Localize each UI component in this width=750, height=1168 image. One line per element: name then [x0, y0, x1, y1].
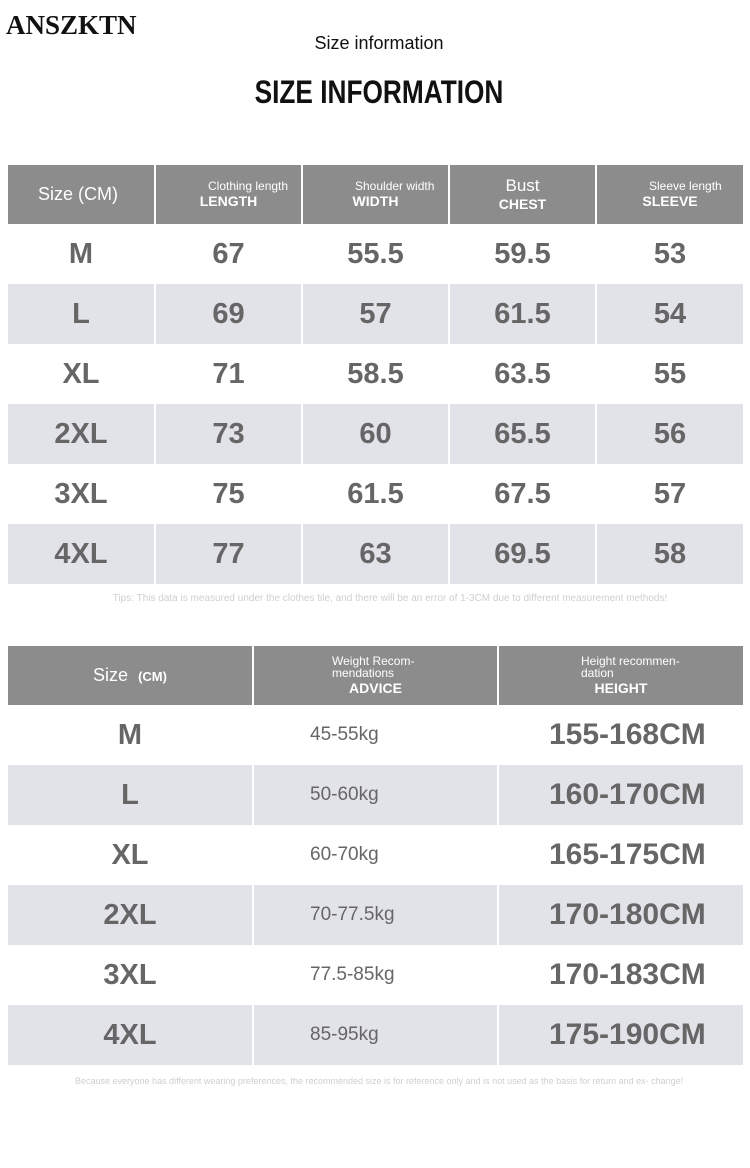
cell-length: 67: [155, 224, 302, 284]
header-sleeve: [596, 165, 743, 224]
header-length-small: Clothing length: [208, 178, 289, 193]
cell-sleeve: 54: [596, 284, 743, 344]
header-weight: [253, 646, 498, 705]
cell-length: 71: [155, 344, 302, 404]
cell-size: 3XL: [8, 464, 155, 524]
page-subtitle: Size information: [314, 33, 444, 53]
cell-sleeve: 53: [653, 237, 687, 270]
recommendation-disclaimer: Because everyone has different wearing preferences, the recommended size is for reference only and is not used as the basis for return and ex- change!: [75, 1076, 684, 1086]
table-row: [8, 1005, 743, 1065]
cell-width: 57: [302, 284, 449, 344]
cell-height: 165-175CM: [549, 838, 706, 871]
table-row: [8, 885, 743, 945]
cell-size: XL: [8, 344, 155, 404]
cell-size: 3XL: [8, 945, 253, 1005]
cell-chest: 69.5: [449, 524, 596, 584]
cell-size: 2XL: [8, 404, 155, 464]
header-sleeve-big: SLEEVE: [642, 192, 698, 209]
table-row: [8, 825, 743, 885]
header-height-big: HEIGHT: [594, 679, 648, 696]
cell-length: 69: [155, 284, 302, 344]
table-row: [8, 224, 743, 284]
cell-sleeve: 58: [596, 524, 743, 584]
brand-logo: ANSZKTN: [6, 10, 137, 40]
cell-sleeve: 57: [653, 477, 687, 510]
table-row: [8, 284, 743, 344]
header-width: [302, 165, 449, 224]
cell-size: L: [8, 284, 155, 344]
header-size: [8, 646, 253, 705]
header-chest: [449, 165, 596, 224]
header-weight-big: ADVICE: [349, 679, 402, 696]
header-chest-big: CHEST: [498, 196, 547, 212]
cell-weight: 60-70kg: [253, 825, 498, 885]
header-length: [155, 165, 302, 224]
table-header-row: [8, 646, 743, 705]
header-chest-small: Bust: [505, 176, 540, 195]
cell-chest: 59.5: [449, 224, 596, 284]
table-row: [8, 524, 743, 584]
cell-weight: 70-77.5kg: [253, 885, 498, 945]
cell-length: 73: [155, 404, 302, 464]
table-row: [8, 705, 743, 765]
header-width-small: Shoulder width: [355, 178, 435, 193]
cell-weight: 77.5-85kg: [253, 945, 498, 1005]
table-row: [8, 945, 743, 1005]
cell-size: XL: [8, 825, 253, 885]
cell-width: 60: [302, 404, 449, 464]
cell-size: 2XL: [8, 885, 253, 945]
cell-sleeve: 56: [596, 404, 743, 464]
header-height: [498, 646, 743, 705]
cell-size: 4XL: [8, 1005, 253, 1065]
cell-length: 75: [155, 464, 302, 524]
cell-width: 58.5: [302, 344, 449, 404]
cell-height: 175-190CM: [498, 1005, 743, 1065]
cell-weight: 50-60kg: [253, 765, 498, 825]
cell-width: 61.5: [302, 464, 449, 524]
cell-height: 170-180CM: [498, 885, 743, 945]
cell-weight: 85-95kg: [253, 1005, 498, 1065]
cell-height: 160-170CM: [498, 765, 743, 825]
header-size-label: Size: [93, 665, 129, 685]
header-size: Size (CM): [8, 165, 155, 224]
cell-chest: 61.5: [449, 284, 596, 344]
cell-height: 170-183CM: [549, 958, 706, 991]
header-size-unit: (CM): [138, 669, 167, 684]
cell-length: 77: [155, 524, 302, 584]
cell-chest: 63.5: [449, 344, 596, 404]
header-width-big: WIDTH: [352, 192, 399, 209]
cell-size: M: [8, 224, 155, 284]
cell-height: 155-168CM: [549, 718, 706, 751]
table-row: [8, 464, 743, 524]
header-weight-small: Weight Recom- mendations: [332, 653, 415, 680]
table-header-row: [8, 165, 743, 224]
cell-chest: 65.5: [449, 404, 596, 464]
cell-width: 55.5: [302, 224, 449, 284]
measurement-tip: Tips: This data is measured under the clothes tile, and there will be an error of 1-3CM due to different measurement methods!: [112, 593, 668, 604]
cell-chest: 67.5: [449, 464, 596, 524]
page-title: SIZE INFORMATION: [254, 74, 504, 110]
table-row: [8, 344, 743, 404]
table-row: [8, 765, 743, 825]
header-sleeve-small: Sleeve length: [649, 178, 722, 193]
cell-width: 63: [302, 524, 449, 584]
cell-size: L: [8, 765, 253, 825]
cell-weight: 45-55kg: [253, 705, 498, 765]
size-measurement-table: [8, 165, 743, 584]
table-row: [8, 404, 743, 464]
cell-size: 4XL: [8, 524, 155, 584]
header-length-big: LENGTH: [199, 192, 258, 209]
cell-sleeve: 55: [653, 357, 687, 390]
cell-size: M: [8, 705, 253, 765]
header-height-small: Height recommen- dation: [581, 653, 680, 680]
size-recommendation-table: [8, 646, 743, 1065]
